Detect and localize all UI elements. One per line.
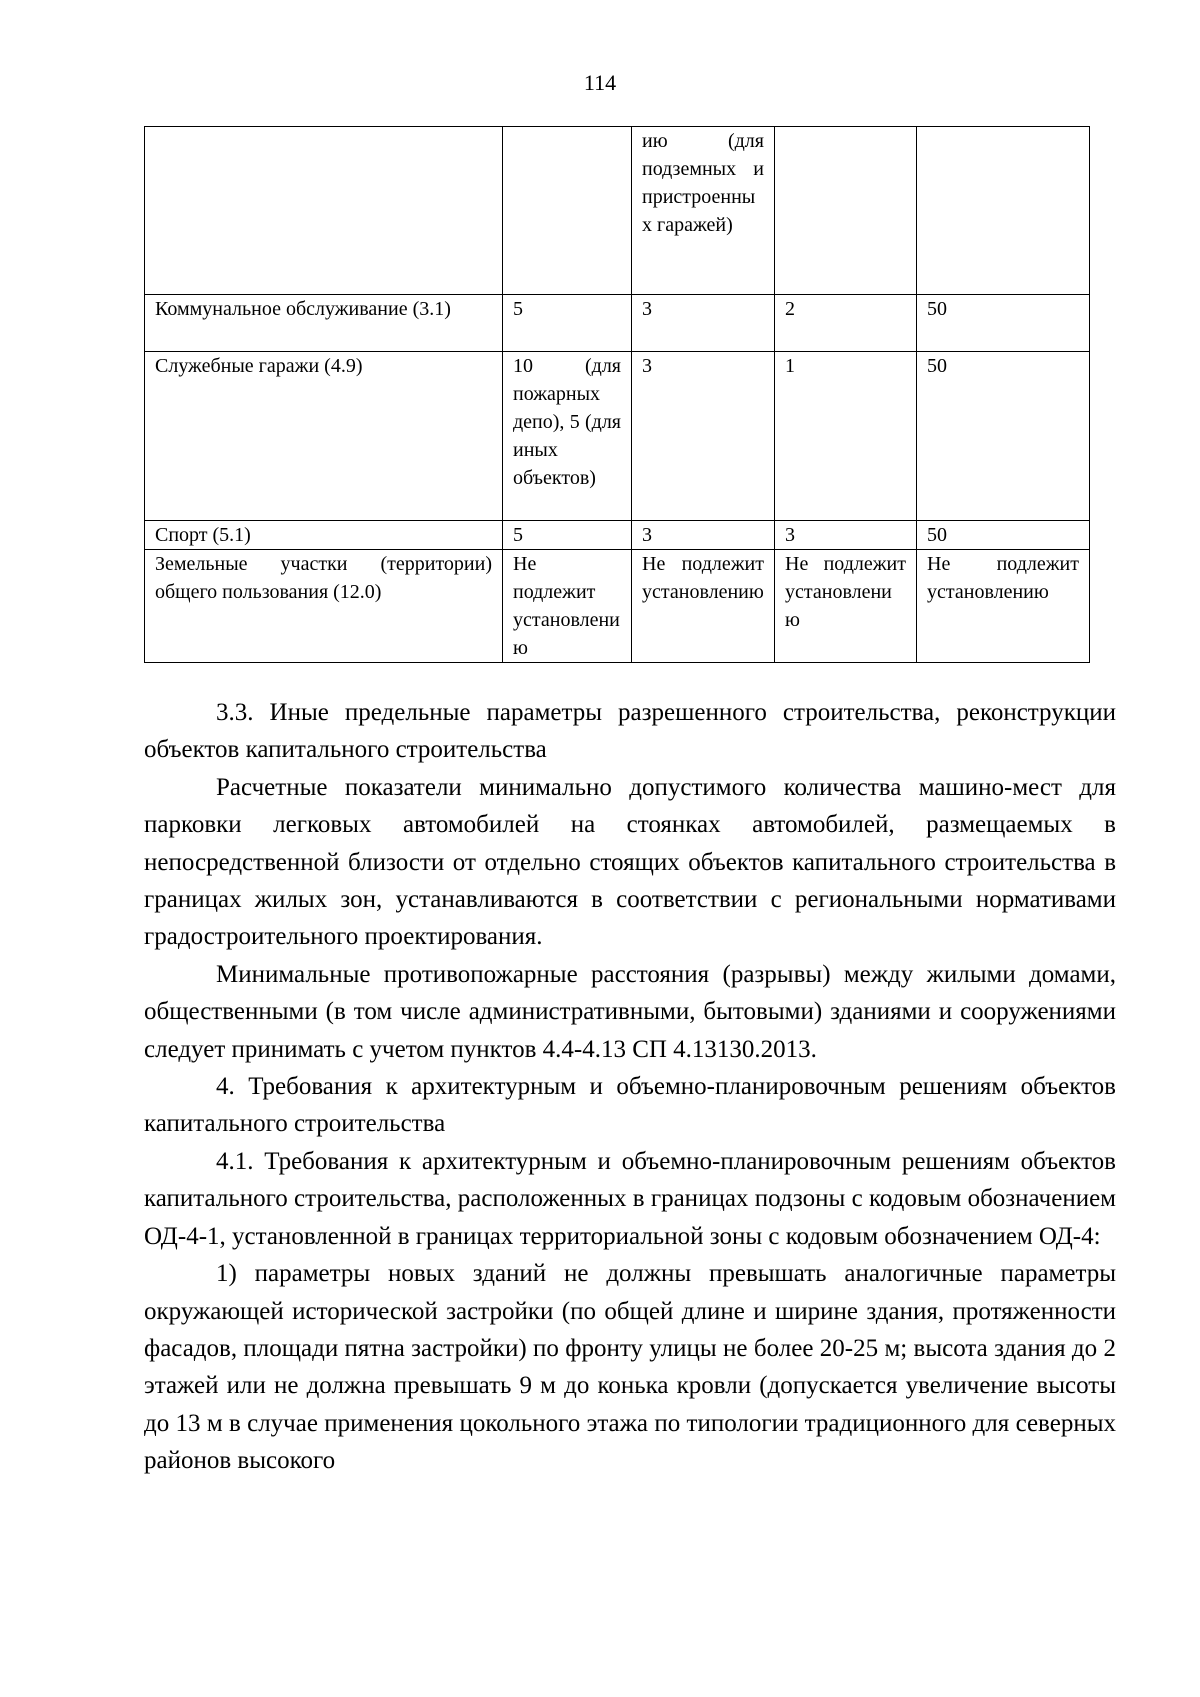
table-cell: Коммунальное обслуживание (3.1) <box>145 295 503 352</box>
table-cell <box>917 127 1090 295</box>
paragraph: Минимальные противопожарные расстояния (разрывы) между жилыми домами, общественными (в том числе административными, бытовыми) зданиями и сооружениями следует принимать с учетом пунктов 4.4-4.13 СП 4.13130.2013. <box>144 960 1116 1063</box>
table-cell: Не подлежит установлению <box>503 550 632 663</box>
table-cell: Служебные гаражи (4.9) <box>145 352 503 521</box>
table-cell: Земельные участки (территории) общего пользования (12.0) <box>145 550 503 663</box>
table-cell: 5 <box>503 521 632 550</box>
table-cell: 3 <box>632 295 775 352</box>
section-heading: 4. Требования к архитектурным и объемно-планировочным решениям объектов капитального строительства <box>144 1073 1116 1138</box>
section-heading: 3.3. Иные предельные параметры разрешенного строительства, реконструкции объектов капитального строительства <box>144 699 1116 764</box>
table-cell: 3 <box>632 352 775 521</box>
table-cell: 10 (для пожарных депо), 5 (для иных объектов) <box>503 352 632 521</box>
parameters-table <box>144 126 1090 663</box>
table-cell: 50 <box>917 521 1090 550</box>
paragraph: 1) параметры новых зданий не должны превышать аналогичные параметры окружающей исторической застройки (по общей длине и ширине здания, протяженности фасадов, площади пятна застройки) по фронту улицы не более 20-25 м; высота здания до 2 этажей или не должна превышать 9 м до конька кровли (допускается увеличение высоты до 13 м в случае применения цокольного этажа по типологии традиционного для северных районов высокого <box>144 1260 1116 1475</box>
table-row <box>145 127 1090 295</box>
table-cell: Спорт (5.1) <box>145 521 503 550</box>
page-number: 114 <box>583 70 617 95</box>
table-row <box>145 521 1090 550</box>
table-cell: Не подлежит установлению <box>917 550 1090 663</box>
table-row <box>145 352 1090 521</box>
table-cell: ию (для подземных и пристроенных гаражей) <box>632 127 775 295</box>
table-cell: 3 <box>632 521 775 550</box>
table-cell: 50 <box>917 295 1090 352</box>
table-cell: Не подлежит установлению <box>775 550 917 663</box>
table-cell <box>503 127 632 295</box>
table-cell: 50 <box>917 352 1090 521</box>
table-cell: 5 <box>503 295 632 352</box>
table-row <box>145 295 1090 352</box>
table-row <box>145 550 1090 663</box>
table-cell: 1 <box>775 352 917 521</box>
table-cell: Не подлежит установлению <box>632 550 775 663</box>
paragraph: Расчетные показатели минимально допустимого количества машино-мест для парковки легковых автомобилей на стоянках автомобилей, размещаемых в непосредственной близости от отдельно стоящих объектов капитального строительства в границах жилых зон, устанавливаются в соответствии с региональными нормативами градостроительного проектирования. <box>144 773 1116 951</box>
table-cell: 2 <box>775 295 917 352</box>
body-text <box>144 694 1116 1480</box>
table-cell <box>775 127 917 295</box>
paragraph: 4.1. Требования к архитектурным и объемно-планировочным решениям объектов капитального строительства, расположенных в границах подзоны с кодовым обозначением ОД-4-1, установленной в границах территориальной зоны с кодовым обозначением ОД-4: <box>144 1147 1116 1250</box>
table-cell: 3 <box>775 521 917 550</box>
table-cell <box>145 127 503 295</box>
